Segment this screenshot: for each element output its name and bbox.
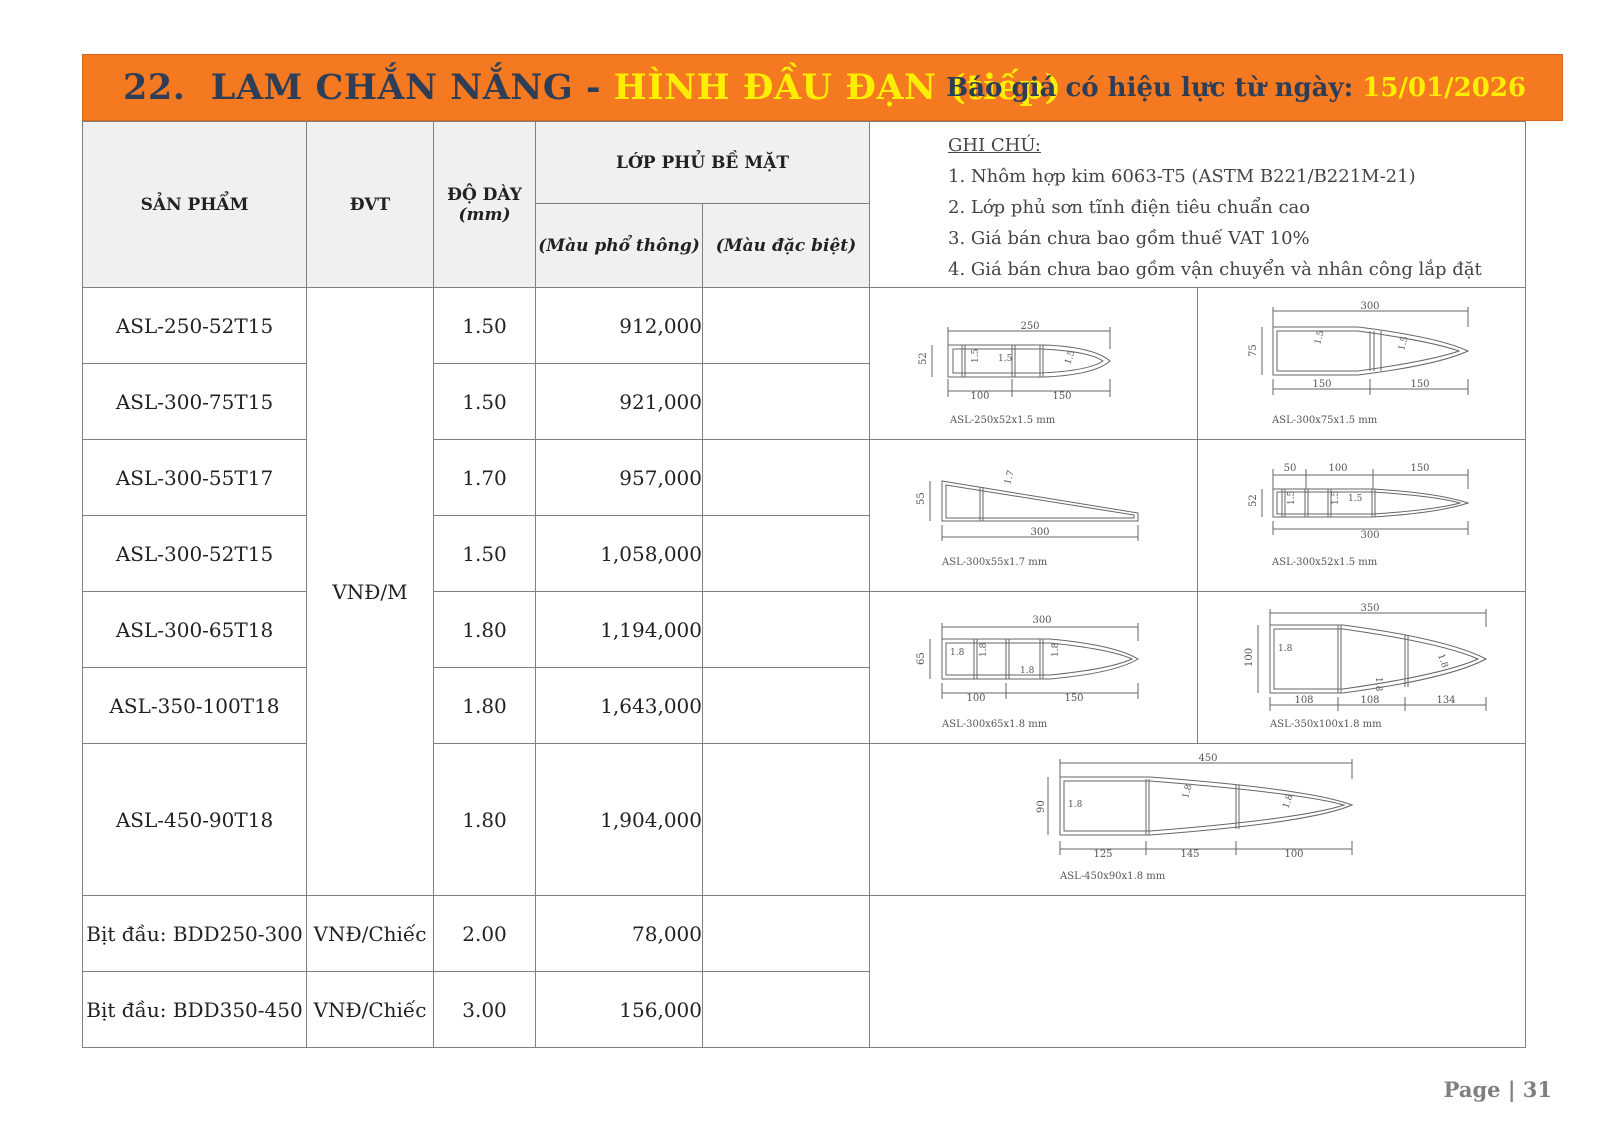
drawing-caption: ASL-350x100x1.8 mm: [1270, 718, 1382, 730]
cell-price: 912,000: [536, 288, 703, 364]
note-item: 2. Lớp phủ sơn tĩnh điện tiêu chuẩn cao: [948, 197, 1311, 218]
drawing-caption: ASL-300x55x1.7 mm: [942, 556, 1048, 568]
drawing-asl-300-52: [1198, 440, 1526, 592]
title-highlight: HÌNH ĐẦU ĐẠN (tiếp): [613, 67, 1062, 108]
dim-label: 125: [1093, 848, 1113, 860]
page-number: Page | 31: [1443, 1077, 1552, 1102]
drawing-caption: ASL-300x52x1.5 mm: [1272, 556, 1378, 568]
section-banner: [82, 54, 1563, 121]
dim-label: 1.8: [1435, 652, 1450, 669]
cell-special: [703, 364, 870, 440]
dim-label: 1.8: [1278, 643, 1293, 654]
notes-title: GHI CHÚ:: [948, 135, 1041, 156]
cell-thickness: 1.80: [434, 744, 536, 896]
dim-label: 150: [1410, 378, 1430, 390]
drawing-asl-300-55: [870, 440, 1198, 592]
cell-thickness: 1.50: [434, 364, 536, 440]
cell-thickness: 1.50: [434, 516, 536, 592]
dim-label: 65: [916, 651, 927, 665]
cell-special: [703, 516, 870, 592]
dim-label: 1.8: [1068, 799, 1083, 810]
cell-thickness: 2.00: [434, 896, 536, 972]
cell-price: 1,904,000: [536, 744, 703, 896]
dim-label: 90: [1036, 799, 1047, 813]
cell-unit: VNĐ/Chiếc: [307, 972, 434, 1048]
dim-label: 134: [1436, 694, 1456, 706]
cell-product: Bịt đầu: BDD350-450: [83, 972, 307, 1048]
cell-special: [703, 668, 870, 744]
drawing-caption: ASL-450x90x1.8 mm: [1060, 870, 1166, 882]
dim-label: 300: [1030, 526, 1050, 538]
dim-label: 150: [1064, 692, 1084, 704]
dim-label: 75: [1248, 343, 1259, 357]
col-thickness: ĐỘ DÀY (mm): [434, 122, 536, 288]
dim-label: 350: [1360, 602, 1380, 614]
dim-label: 1.5: [1287, 490, 1297, 505]
dim-label: 1.5: [1313, 328, 1327, 346]
col-special-color: (Màu đặc biệt): [703, 204, 870, 288]
cell-product: ASL-300-55T17: [83, 440, 307, 516]
cell-price: 1,643,000: [536, 668, 703, 744]
note-item: 3. Giá bán chưa bao gồm thuế VAT 10%: [948, 228, 1310, 249]
drawing-asl-250-52: [870, 288, 1198, 440]
dim-label: 1.8: [1181, 782, 1195, 800]
dim-label: 1.7: [1003, 468, 1017, 486]
drawing-caption: ASL-250x52x1.5 mm: [950, 414, 1056, 426]
drawing-asl-300-65: [870, 592, 1198, 744]
dim-label: 1.5: [1397, 334, 1411, 352]
dim-label: 300: [1032, 614, 1052, 626]
dim-label: 52: [918, 351, 929, 365]
dim-label: 450: [1198, 752, 1218, 764]
dim-label: 100: [970, 390, 990, 402]
cell-product: ASL-300-75T15: [83, 364, 307, 440]
dim-label: 50: [1283, 462, 1297, 474]
cell-product: Bịt đầu: BDD250-300: [83, 896, 307, 972]
notes-block: [870, 122, 1526, 288]
cell-product: ASL-350-100T18: [83, 668, 307, 744]
cell-special: [703, 440, 870, 516]
effective-date-label: Báo giá có hiệu lực từ ngày: 15/01/2026: [946, 73, 1526, 103]
cell-special: [703, 288, 870, 364]
cell-product: ASL-450-90T18: [83, 744, 307, 896]
dim-label: 1.8: [1051, 642, 1061, 657]
cell-thickness: 1.80: [434, 592, 536, 668]
cell-price: 921,000: [536, 364, 703, 440]
dim-label: 250: [1020, 320, 1040, 332]
col-standard-color: (Màu phổ thông): [536, 204, 703, 288]
cell-product: ASL-300-65T18: [83, 592, 307, 668]
cell-special: [703, 972, 870, 1048]
cell-price: 1,194,000: [536, 592, 703, 668]
dim-label: 108: [1294, 694, 1314, 706]
dim-label: 100: [1244, 647, 1255, 667]
cell-price: 78,000: [536, 896, 703, 972]
dim-label: 300: [1360, 529, 1380, 541]
drawing-caption: ASL-300x65x1.8 mm: [942, 718, 1048, 730]
section-title: 22. LAM CHẮN NẮNG - HÌNH ĐẦU ĐẠN (tiếp): [123, 67, 1062, 108]
cell-unit: VNĐ/Chiếc: [307, 896, 434, 972]
dim-label: 150: [1052, 390, 1072, 402]
dim-label: 1.8: [1281, 792, 1296, 810]
cell-product: ASL-250-52T15: [83, 288, 307, 364]
drawing-asl-450-90: [870, 744, 1526, 896]
cell-special: [703, 744, 870, 896]
cell-special: [703, 896, 870, 972]
cell-product: ASL-300-52T15: [83, 516, 307, 592]
drawing-caption: ASL-300x75x1.5 mm: [1272, 414, 1378, 426]
cell-thickness: 1.80: [434, 668, 536, 744]
cell-price: 1,058,000: [536, 516, 703, 592]
dim-label: 1.8: [979, 642, 989, 657]
dim-label: 1.8: [1020, 665, 1035, 676]
cell-thickness: 1.70: [434, 440, 536, 516]
dim-label: 1.5: [1331, 490, 1341, 505]
cell-price: 957,000: [536, 440, 703, 516]
dim-label: 1.5: [1348, 493, 1363, 504]
drawing-asl-350-100: [1198, 592, 1526, 744]
dim-label: 52: [1248, 493, 1259, 507]
dim-label: 150: [1312, 378, 1332, 390]
drawing-asl-300-75: [1198, 288, 1526, 440]
price-table: [82, 121, 1526, 1048]
cell-unit-shared: VNĐ/M: [307, 288, 434, 896]
cell-special: [703, 592, 870, 668]
col-product: SẢN PHẨM: [83, 122, 307, 288]
dim-label: 1.8: [1373, 676, 1383, 691]
cell-thickness: 1.50: [434, 288, 536, 364]
note-item: 4. Giá bán chưa bao gồm vận chuyển và nhân công lắp đặt: [948, 259, 1482, 280]
cell-price: 156,000: [536, 972, 703, 1048]
dim-label: 150: [1410, 462, 1430, 474]
note-item: 1. Nhôm hợp kim 6063-T5 (ASTM B221/B221M-21): [948, 166, 1416, 187]
dim-label: 145: [1180, 848, 1200, 860]
dim-label: 100: [1284, 848, 1304, 860]
col-coating: LỚP PHỦ BỀ MẶT: [536, 122, 870, 204]
dim-label: 100: [966, 692, 986, 704]
cell-thickness: 3.00: [434, 972, 536, 1048]
dim-label: 108: [1360, 694, 1380, 706]
dim-label: 100: [1328, 462, 1348, 474]
dim-label: 1.8: [950, 647, 965, 658]
col-unit: ĐVT: [307, 122, 434, 288]
dim-label: 1.5: [998, 353, 1013, 364]
dim-label: 1.5: [971, 348, 981, 363]
dim-label: 55: [916, 491, 927, 505]
effective-date: 15/01/2026: [1362, 73, 1526, 103]
dim-label: 1.5: [1063, 348, 1078, 366]
dim-label: 300: [1360, 300, 1380, 312]
empty-image-cell: [870, 896, 1526, 1048]
